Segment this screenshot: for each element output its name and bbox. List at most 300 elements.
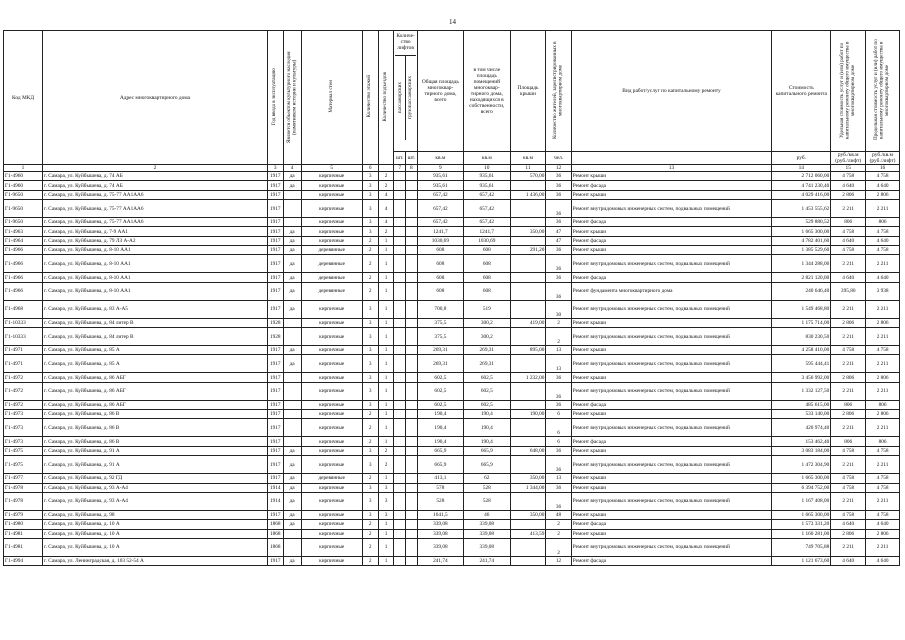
cell-year: 1914: [267, 492, 283, 510]
cell-unit-cost: 806: [831, 437, 866, 446]
cell-roof-area: 350,00: [510, 227, 546, 236]
cell-unit-cost: 4 758: [831, 227, 866, 236]
cell-freight-lifts: [406, 446, 418, 455]
cell-year: 1928: [267, 318, 283, 327]
cell-work-type: Ремонт внутридомовых инженерных систем, подвальных помещений: [571, 200, 772, 218]
cell-owned-area: 1241,7: [464, 227, 510, 236]
cell-cost: 420 974,40: [772, 419, 831, 437]
cell-limit-cost: 2 211: [866, 538, 900, 556]
cell-address: г. Самара, ул. Куйбышева, д. 7-9 АА1: [43, 227, 268, 236]
cell-year: 1917: [267, 190, 283, 199]
cell-limit-cost: 2 211: [866, 328, 900, 346]
unit-limit-cost: руб./кв.м (руб./лифт): [866, 152, 900, 165]
cell-address: г. Самара, ул. Куйбышева, д. 74 АБ: [43, 172, 268, 181]
cell-wall-material: деревянные: [301, 246, 362, 255]
cell-roof-area: [510, 181, 546, 190]
cell-unit-cost: 2 211: [831, 355, 866, 373]
column-number: 10: [464, 165, 510, 172]
cell-work-type: Ремонт фасада: [571, 181, 772, 190]
cell-work-type: Ремонт крыши: [571, 246, 772, 255]
cell-work-type: Ремонт внутридомовых инженерных систем, подвальных помещений: [571, 492, 772, 510]
cell-year: 1868: [267, 538, 283, 556]
cell-total-area: 608: [417, 273, 463, 282]
cell-passenger-lifts: [394, 520, 406, 529]
cell-passenger-lifts: [394, 456, 406, 474]
cell-heritage: да: [283, 172, 301, 181]
cell-owned-area: 657,42: [464, 200, 510, 218]
cell-work-type: Ремонт фасада: [571, 437, 772, 446]
cell-owned-area: 269,31: [464, 346, 510, 355]
cell-roof-area: [510, 456, 546, 474]
cell-total-area: 700,8: [417, 300, 463, 318]
table-row: [4, 538, 900, 556]
cell-cost: 1 665 300,00: [772, 227, 831, 236]
table-row: [4, 437, 900, 446]
cell-passenger-lifts: [394, 218, 406, 227]
col-header-address: Адрес многоквартирного дома: [43, 31, 268, 165]
table-row: [4, 200, 900, 218]
cell-wall-material: кирпичные: [301, 346, 362, 355]
cell-limit-cost: 4 640: [866, 181, 900, 190]
cell-owned-area: 608: [464, 282, 510, 300]
column-number: 8: [406, 165, 418, 172]
cell-passenger-lifts: [394, 200, 406, 218]
cell-code: Г1-4978: [4, 483, 43, 492]
table-row: [4, 556, 900, 565]
cell-limit-cost: 4 758: [866, 510, 900, 519]
column-number: 9: [417, 165, 463, 172]
cell-address: г. Самара, ул. Куйбышева, д. 10 А: [43, 529, 268, 538]
cell-code: Г1-4981: [4, 529, 43, 538]
cell-owned-area: 602,5: [464, 382, 510, 400]
cell-entrances: 1: [378, 373, 394, 382]
cell-total-area: 657,42: [417, 218, 463, 227]
cell-heritage: да: [283, 227, 301, 236]
cell-total-area: 602,5: [417, 400, 463, 409]
cell-heritage: [283, 410, 301, 419]
cell-code: Г1-4978: [4, 492, 43, 510]
cell-address: г. Самара, ул. Куйбышева, д. 84 литер В: [43, 318, 268, 327]
cell-limit-cost: 2 211: [866, 300, 900, 318]
cell-roof-area: [510, 355, 546, 373]
cell-cost: 4 741 230,40: [772, 181, 831, 190]
cell-work-type: Ремонт внутридомовых инженерных систем, подвальных помещений: [571, 300, 772, 318]
cell-total-area: 935,61: [417, 181, 463, 190]
cell-wall-material: кирпичные: [301, 236, 362, 245]
cell-floors: 2: [362, 556, 378, 565]
cell-roof-area: [510, 300, 546, 318]
cell-owned-area: 665,9: [464, 456, 510, 474]
cell-year: 1917: [267, 456, 283, 474]
cell-unit-cost: 4 758: [831, 172, 866, 181]
cell-passenger-lifts: [394, 382, 406, 400]
cell-code: Г1-4966: [4, 255, 43, 273]
cell-freight-lifts: [406, 410, 418, 419]
cell-floors: 3: [362, 172, 378, 181]
cell-wall-material: кирпичные: [301, 419, 362, 437]
cell-passenger-lifts: [394, 492, 406, 510]
cell-code: Г1-4966: [4, 282, 43, 300]
cell-heritage: [283, 218, 301, 227]
cell-limit-cost: 4 758: [866, 246, 900, 255]
col-header-roof-area: Площадь крыши: [510, 31, 546, 152]
column-number: 5: [301, 165, 362, 172]
cell-year: 1917: [267, 446, 283, 455]
unit-lift-a: шт.: [394, 152, 406, 165]
cell-unit-cost: 2 211: [831, 255, 866, 273]
cell-freight-lifts: [406, 492, 418, 510]
col-header-wall-material: Материал стен: [301, 31, 362, 165]
cell-limit-cost: 4 758: [866, 446, 900, 455]
cell-owned-area: 339,08: [464, 529, 510, 538]
cell-residents: 6: [546, 419, 571, 437]
cell-passenger-lifts: [394, 538, 406, 556]
cell-freight-lifts: [406, 520, 418, 529]
cell-freight-lifts: [406, 300, 418, 318]
cell-limit-cost: 806: [866, 218, 900, 227]
cell-passenger-lifts: [394, 346, 406, 355]
cell-code: Г1-4973: [4, 419, 43, 437]
cell-entrances: 2: [378, 227, 394, 236]
cell-address: г. Самара, ул. Куйбышева, д. 10 А: [43, 520, 268, 529]
cell-unit-cost: 4 640: [831, 273, 866, 282]
cell-entrances: 3: [378, 483, 394, 492]
cell-total-area: 269,31: [417, 346, 463, 355]
cell-limit-cost: 2 211: [866, 355, 900, 373]
cell-work-type: Ремонт крыши: [571, 483, 772, 492]
cell-owned-area: 528: [464, 483, 510, 492]
cell-residents: 13: [546, 474, 571, 483]
cell-freight-lifts: [406, 255, 418, 273]
cell-wall-material: деревянные: [301, 474, 362, 483]
col-header-work-type: Вид работ/услуг по капитальному ремонту: [571, 31, 772, 152]
cell-owned-area: 665,9: [464, 446, 510, 455]
cell-work-type: Ремонт внутридомовых инженерных систем, подвальных помещений: [571, 382, 772, 400]
cell-cost: 1 472 304,90: [772, 456, 831, 474]
col-header-passenger-lifts: пассажирских: [396, 82, 403, 114]
cell-year: 1917: [267, 172, 283, 181]
cell-work-type: Ремонт фасада: [571, 218, 772, 227]
cell-passenger-lifts: [394, 190, 406, 199]
cell-unit-cost: 2 211: [831, 300, 866, 318]
cell-owned-area: 269,31: [464, 355, 510, 373]
cell-unit-cost: 4 640: [831, 236, 866, 245]
cell-address: г. Самара, ул. Куйбышева, д. 8-10 АА1: [43, 273, 268, 282]
cell-address: г. Самара, ул. Куйбышева, д. 86 АБГ: [43, 373, 268, 382]
cell-wall-material: кирпичные: [301, 437, 362, 446]
cell-floors: 3: [362, 318, 378, 327]
cell-unit-cost: 4 758: [831, 246, 866, 255]
cell-total-area: 339,08: [417, 529, 463, 538]
cell-floors: 3: [362, 492, 378, 510]
cell-heritage: да: [283, 510, 301, 519]
column-number: 6: [362, 165, 378, 172]
cell-wall-material: кирпичные: [301, 355, 362, 373]
cell-cost: 2 712 060,00: [772, 172, 831, 181]
cell-entrances: 4: [378, 190, 394, 199]
column-number: 7: [394, 165, 406, 172]
unit-residents: чел.: [546, 152, 571, 165]
cell-entrances: 4: [378, 200, 394, 218]
cell-entrances: 1: [378, 419, 394, 437]
cell-entrances: 1: [378, 529, 394, 538]
cell-freight-lifts: [406, 510, 418, 519]
cell-cost: 6 394 752,00: [772, 483, 831, 492]
cell-heritage: [283, 190, 301, 199]
cell-heritage: да: [283, 282, 301, 300]
cell-roof-area: 413,59: [510, 529, 546, 538]
cell-heritage: [283, 200, 301, 218]
table-row: [4, 382, 900, 400]
cell-heritage: да: [283, 236, 301, 245]
cell-passenger-lifts: [394, 355, 406, 373]
cell-total-area: 602,5: [417, 373, 463, 382]
col-header-limit-cost: Предельная стоимость услуг и (или) работ по капитальному ремонту общего имущества в многоквартирном доме: [866, 31, 900, 152]
cell-year: 1917: [267, 227, 283, 236]
col-header-total-area: Общая площадь многоквар-тирного дома, всего: [417, 31, 463, 152]
cell-floors: 2: [362, 282, 378, 300]
cell-total-area: 375,5: [417, 328, 463, 346]
cell-wall-material: деревянные: [301, 282, 362, 300]
cell-cost: 1 344 288,00: [772, 255, 831, 273]
cell-owned-area: 602,5: [464, 373, 510, 382]
cell-passenger-lifts: [394, 437, 406, 446]
cell-passenger-lifts: [394, 446, 406, 455]
cell-roof-area: [510, 382, 546, 400]
table-row: [4, 318, 900, 327]
cell-code: Г1-4972: [4, 382, 43, 400]
cell-entrances: 1: [378, 382, 394, 400]
cell-passenger-lifts: [394, 556, 406, 565]
cell-roof-area: [510, 200, 546, 218]
col-header-unit-cost: Удельная стоимость услуг и (или) работ по капитальному ремонту общего имущества в многоквартирном доме: [831, 31, 866, 152]
cell-residents: 36: [546, 282, 571, 300]
cell-limit-cost: 2 211: [866, 456, 900, 474]
cell-passenger-lifts: [394, 328, 406, 346]
cell-limit-cost: 4 758: [866, 172, 900, 181]
cell-freight-lifts: [406, 282, 418, 300]
cell-roof-area: 1 436,00: [510, 190, 546, 199]
cell-wall-material: кирпичные: [301, 300, 362, 318]
cell-floors: 3: [362, 300, 378, 318]
cell-heritage: [283, 318, 301, 327]
cell-freight-lifts: [406, 382, 418, 400]
cell-limit-cost: 2 211: [866, 419, 900, 437]
cell-owned-area: 608: [464, 246, 510, 255]
cell-year: 1917: [267, 346, 283, 355]
cell-owned-area: 657,42: [464, 190, 510, 199]
cell-year: 1917: [267, 246, 283, 255]
cell-cost: 1 665 300,00: [772, 510, 831, 519]
cell-year: 1917: [267, 510, 283, 519]
cell-limit-cost: 4 758: [866, 346, 900, 355]
cell-cost: 1 573 331,20: [772, 520, 831, 529]
cell-residents: 36: [546, 200, 571, 218]
cell-wall-material: кирпичные: [301, 456, 362, 474]
cell-roof-area: [510, 218, 546, 227]
cell-cost: 529 880,52: [772, 218, 831, 227]
cell-year: 1868: [267, 529, 283, 538]
cell-owned-area: 339,08: [464, 538, 510, 556]
cell-year: 1917: [267, 373, 283, 382]
unit-cost: руб.: [772, 152, 831, 165]
cell-cost: 533 140,00: [772, 410, 831, 419]
cell-freight-lifts: [406, 346, 418, 355]
cell-wall-material: кирпичные: [301, 172, 362, 181]
cell-unit-cost: 4 758: [831, 346, 866, 355]
cell-work-type: Ремонт внутридомовых инженерных систем, подвальных помещений: [571, 456, 772, 474]
table-row: [4, 227, 900, 236]
cell-roof-area: 190,00: [510, 410, 546, 419]
cell-entrances: 1: [378, 273, 394, 282]
cell-work-type: Ремонт крыши: [571, 172, 772, 181]
cell-heritage: да: [283, 346, 301, 355]
cell-entrances: 1: [378, 355, 394, 373]
cell-unit-cost: 4 640: [831, 556, 866, 565]
cell-roof-area: 291,20: [510, 246, 546, 255]
table-row: [4, 328, 900, 346]
cell-wall-material: кирпичные: [301, 446, 362, 455]
cell-roof-area: [510, 273, 546, 282]
cell-floors: 3: [362, 200, 378, 218]
cell-floors: 2: [362, 437, 378, 446]
cell-floors: 2: [362, 538, 378, 556]
cell-cost: 595 444,41: [772, 355, 831, 373]
cell-code: Г1-4966: [4, 273, 43, 282]
cell-owned-area: 602,5: [464, 400, 510, 409]
cell-limit-cost: 4 640: [866, 520, 900, 529]
cell-freight-lifts: [406, 190, 418, 199]
cell-heritage: да: [283, 181, 301, 190]
cell-floors: 2: [362, 236, 378, 245]
cell-roof-area: 350,00: [510, 474, 546, 483]
cell-address: г. Самара, ул. Куйбышева, д. 75-77 АА1АА6: [43, 190, 268, 199]
cell-owned-area: 300,2: [464, 318, 510, 327]
cell-passenger-lifts: [394, 400, 406, 409]
cell-year: 1917: [267, 236, 283, 245]
column-number-row: [4, 165, 900, 172]
cell-cost: 3 083 184,00: [772, 446, 831, 455]
cell-roof-area: 570,00: [510, 172, 546, 181]
cell-entrances: 1: [378, 520, 394, 529]
cell-freight-lifts: [406, 328, 418, 346]
cell-unit-cost: 2 211: [831, 538, 866, 556]
col-header-code: Код МКД: [4, 31, 43, 165]
column-number: 4: [283, 165, 301, 172]
cell-work-type: Ремонт внутридомовых инженерных систем, подвальных помещений: [571, 355, 772, 373]
cell-work-type: Ремонт крыши: [571, 227, 772, 236]
cell-work-type: Ремонт фасада: [571, 236, 772, 245]
cell-total-area: 935,61: [417, 172, 463, 181]
cell-heritage: да: [283, 492, 301, 510]
cell-year: 1917: [267, 181, 283, 190]
cell-code: Г1-4975: [4, 446, 43, 455]
cell-owned-area: 190,4: [464, 410, 510, 419]
cell-limit-cost: 4 640: [866, 273, 900, 282]
cell-residents: 2: [546, 318, 571, 327]
table-row: [4, 474, 900, 483]
column-number: 11: [510, 165, 546, 172]
cell-residents: 30: [546, 300, 571, 318]
cell-entrances: 2: [378, 446, 394, 455]
cell-owned-area: 190,4: [464, 419, 510, 437]
cell-freight-lifts: [406, 474, 418, 483]
cell-floors: 3: [362, 181, 378, 190]
cell-wall-material: кирпичные: [301, 328, 362, 346]
column-number: 15: [831, 165, 866, 172]
cell-code: Г1-4968: [4, 300, 43, 318]
cell-floors: 3: [362, 328, 378, 346]
cell-unit-cost: 2 211: [831, 456, 866, 474]
table-row: [4, 273, 900, 282]
cell-work-type: Ремонт крыши: [571, 529, 772, 538]
cell-entrances: 1: [378, 246, 394, 255]
col-header-year: Год ввода в эксплуатацию: [267, 31, 283, 165]
cell-address: г. Самара, ул. Куйбышева, д. 86 В: [43, 410, 268, 419]
cell-wall-material: кирпичные: [301, 181, 362, 190]
cell-residents: 47: [546, 236, 571, 245]
cell-residents: 36: [546, 373, 571, 382]
cell-total-area: 657,42: [417, 200, 463, 218]
table-row: [4, 346, 900, 355]
cell-address: г. Самара, ул. Куйбышева, д. 75-77 АА1АА6: [43, 218, 268, 227]
cell-owned-area: 339,08: [464, 520, 510, 529]
cell-code: Г1-4972: [4, 373, 43, 382]
cell-cost: 1 549 468,80: [772, 300, 831, 318]
cell-owned-area: 62: [464, 474, 510, 483]
unit-roof-area: кв.м: [510, 152, 546, 165]
cell-total-area: 1241,7: [417, 227, 463, 236]
cell-year: 1917: [267, 382, 283, 400]
cell-passenger-lifts: [394, 373, 406, 382]
cell-limit-cost: 2 211: [866, 255, 900, 273]
cell-unit-cost: 2 211: [831, 200, 866, 218]
cell-address: г. Самара, ул. Куйбышева, д. 8-10 АА1: [43, 282, 268, 300]
cell-heritage: [283, 437, 301, 446]
table-row: [4, 419, 900, 437]
col-header-owned-area: в том числе площадь помещений многоквар-тирного дома, находящихся в собственности, всего: [464, 31, 510, 152]
cell-heritage: да: [283, 446, 301, 455]
table-header: [4, 31, 900, 172]
table-row: [4, 520, 900, 529]
cell-heritage: да: [283, 300, 301, 318]
cell-roof-area: [510, 328, 546, 346]
cell-address: г. Самара, ул. Куйбышева, д. 85 А: [43, 346, 268, 355]
table-row: [4, 172, 900, 181]
cell-address: г. Самара, ул. Ленинградская, д. 103 52-54 А: [43, 556, 268, 565]
cell-limit-cost: 2 806: [866, 529, 900, 538]
cell-address: г. Самара, ул. Куйбышева, д. 93 А-А4: [43, 483, 268, 492]
cell-heritage: [283, 419, 301, 437]
cell-code: Г1-4994: [4, 556, 43, 565]
cell-total-area: 339,08: [417, 520, 463, 529]
cell-heritage: да: [283, 246, 301, 255]
cell-entrances: 3: [378, 510, 394, 519]
cell-freight-lifts: [406, 538, 418, 556]
cell-roof-area: 419,00: [510, 318, 546, 327]
cell-residents: 2: [546, 529, 571, 538]
cell-unit-cost: 2 806: [831, 529, 866, 538]
cell-work-type: Ремонт фасада: [571, 400, 772, 409]
column-number: 3: [267, 165, 283, 172]
cell-cost: 1 167 408,00: [772, 492, 831, 510]
table-row: [4, 190, 900, 199]
cell-code: Г1-4980: [4, 520, 43, 529]
cell-entrances: 1: [378, 538, 394, 556]
cell-entrances: 1: [378, 236, 394, 245]
cell-code: Г1-4977: [4, 474, 43, 483]
cell-owned-area: 657,42: [464, 218, 510, 227]
